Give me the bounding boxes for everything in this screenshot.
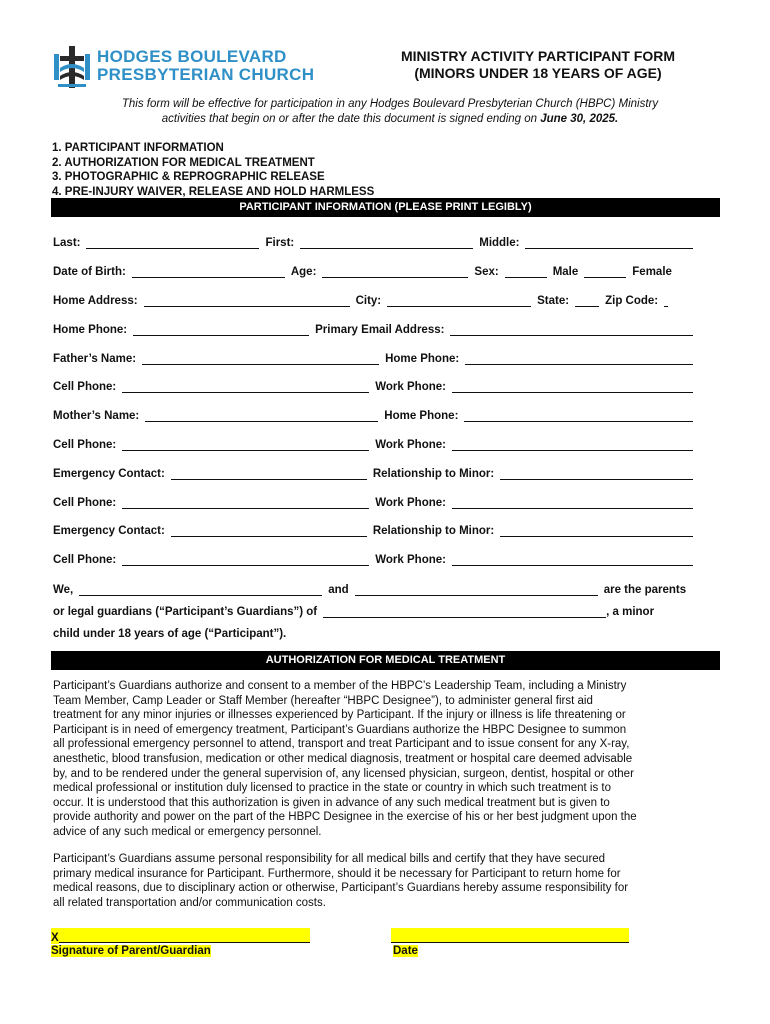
father-home-phone-field[interactable]	[465, 352, 693, 365]
paragraph-line: treatment for any minor injuries or illnesses experienced by Participant. If the injury or illness is life threatening or	[53, 709, 626, 722]
toc-item: 3. PHOTOGRAPHIC & REPROGRAPHIC RELEASE	[52, 171, 325, 183]
female-label: Female	[632, 266, 672, 278]
father-work-phone-field[interactable]	[452, 380, 693, 393]
city-field[interactable]	[387, 294, 531, 307]
relationship-2-field[interactable]	[500, 524, 693, 537]
emergency-contact-1-field[interactable]	[171, 467, 367, 480]
emergency-contact-2-row	[53, 521, 693, 537]
email-field[interactable]	[450, 323, 693, 336]
paragraph-line: Participant’s Guardians assume personal responsibility for all medical bills and certify that they have secured	[53, 853, 606, 865]
guardian-2-name-field[interactable]	[355, 583, 598, 596]
address-row	[53, 291, 693, 307]
child-label: child under 18 years of age (“Participant”).	[53, 628, 287, 640]
emergency-phone-1-row	[53, 493, 693, 509]
medical-paragraph-1	[53, 679, 693, 840]
work-phone-label: Work Phone:	[375, 497, 446, 509]
sex-label: Sex:	[474, 266, 499, 278]
participant-name-field[interactable]	[323, 605, 606, 618]
father-row	[53, 349, 693, 365]
emergency-1-work-phone-field[interactable]	[452, 496, 693, 509]
contact-row	[53, 320, 693, 336]
paragraph-line: by, and to be rendered under the general supervision of, any licensed physician, surgeon, dentist, hospital or other	[53, 767, 634, 780]
middle-label: Middle:	[479, 237, 520, 249]
father-home-phone-label: Home Phone:	[385, 353, 460, 365]
mother-home-phone-label: Home Phone:	[384, 410, 459, 422]
presbyterian-cross-logo-icon	[52, 46, 92, 88]
email-label: Primary Email Address:	[315, 324, 445, 336]
intro-line2	[70, 112, 710, 127]
guardians-label: or legal guardians (“Participant’s Guardians”) of	[53, 606, 318, 618]
home-phone-label: Home Phone:	[53, 324, 128, 336]
mother-name-label: Mother’s Name:	[53, 410, 140, 422]
last-label: Last:	[53, 237, 81, 249]
paragraph-line: medical professional or institution duly licensed to practice in the state or country in which such treatment is to	[53, 782, 612, 795]
paragraph-line: Team Member, Camp Leader or Staff Member (hereafter “HBPC Designee”), to administer general first aid	[53, 694, 593, 707]
dob-field[interactable]	[132, 265, 285, 278]
paragraph-line: all related transportation and/or communication costs.	[53, 896, 326, 909]
relationship-label: Relationship to Minor:	[372, 525, 495, 537]
emergency-2-work-phone-field[interactable]	[452, 553, 693, 566]
home-address-field[interactable]	[144, 294, 350, 307]
first-name-field[interactable]	[300, 236, 473, 249]
we-label: We,	[53, 584, 74, 596]
emergency-contact-2-field[interactable]	[171, 524, 367, 537]
paragraph-line: primary medical insurance for Participant. Furthermore, should it be necessary for Participant to return home for	[53, 867, 621, 880]
form-title-line1: MINISTRY ACTIVITY PARTICIPANT FORM	[400, 48, 676, 64]
mother-cell-phone-field[interactable]	[122, 438, 369, 451]
minor-label: , a minor	[606, 606, 655, 618]
intro-line1: This form will be effective for participation in any Hodges Boulevard Presbyterian Church (HBPC) Ministry	[121, 98, 659, 110]
cell-phone-label: Cell Phone:	[53, 381, 117, 393]
relationship-label: Relationship to Minor:	[372, 468, 495, 480]
section-header-medical-authorization: AUTHORIZATION FOR MEDICAL TREATMENT	[51, 651, 720, 670]
mother-home-phone-field[interactable]	[464, 409, 693, 422]
emergency-contact-1-row	[53, 464, 693, 480]
first-label: First:	[265, 237, 295, 249]
state-field[interactable]	[575, 294, 599, 307]
sex-male-field[interactable]	[505, 265, 547, 278]
mother-work-phone-field[interactable]	[452, 438, 693, 451]
work-phone-label: Work Phone:	[375, 554, 446, 566]
emergency-1-cell-phone-field[interactable]	[122, 496, 369, 509]
father-name-label: Father’s Name:	[53, 353, 137, 365]
cell-phone-label: Cell Phone:	[53, 439, 117, 451]
emergency-contact-label: Emergency Contact:	[53, 468, 165, 480]
toc-item: 4. PRE-INJURY WAIVER, RELEASE AND HOLD HARMLESS	[52, 185, 375, 198]
state-label: State:	[537, 295, 570, 307]
guardians-row-2	[53, 602, 693, 618]
church-name	[97, 48, 314, 84]
dob-label: Date of Birth:	[53, 266, 126, 278]
section-header-participant-info: PARTICIPANT INFORMATION (PLEASE PRINT LEGIBLY)	[51, 198, 720, 217]
age-field[interactable]	[322, 265, 468, 278]
guardians-row-3	[53, 624, 693, 640]
sex-female-field[interactable]	[584, 265, 626, 278]
paragraph-line: Participant’s Guardians authorize and consent to a member of the HBPC’s Leadership Team, including a Ministry	[53, 680, 627, 692]
paragraph-line: advice of any such medical or emergency personnel.	[53, 825, 322, 838]
cell-phone-label: Cell Phone:	[53, 497, 117, 509]
home-phone-field[interactable]	[133, 323, 309, 336]
medical-paragraph-2	[53, 852, 693, 910]
intro-line2-text: activities that begin on or after the date this document is signed ending on	[161, 112, 541, 125]
form-title-line2: (MINORS UNDER 18 YEARS OF AGE)	[414, 65, 662, 81]
mother-phone-row	[53, 435, 693, 451]
paragraph-line: provide authority and power on the part of the HBPC Designee in the exercise of his or her best judgment upon the	[53, 811, 637, 824]
church-name-line2: PRESBYTERIAN CHURCH	[97, 65, 315, 84]
dob-row	[53, 262, 693, 278]
date-field[interactable]	[391, 928, 629, 943]
work-phone-label: Work Phone:	[375, 381, 446, 393]
table-of-contents	[52, 141, 374, 199]
work-phone-label: Work Phone:	[375, 439, 446, 451]
zip-field[interactable]	[664, 294, 668, 307]
intro-text	[70, 97, 710, 126]
toc-item: 1. PARTICIPANT INFORMATION	[52, 142, 224, 154]
guardians-row	[53, 580, 693, 596]
paragraph-line: anesthetic, blood transfusion, medication or other medical diagnosis, treatment or hospital care deemed advisable	[53, 752, 633, 765]
zip-label: Zip Code:	[605, 295, 659, 307]
father-phone-row	[53, 377, 693, 393]
age-label: Age:	[290, 266, 317, 278]
date-label: Date	[393, 945, 418, 957]
emergency-2-cell-phone-field[interactable]	[122, 553, 369, 566]
church-name-line1: HODGES BOULEVARD	[97, 47, 287, 66]
signature-field[interactable]	[51, 928, 310, 943]
form-title	[380, 48, 696, 82]
father-cell-phone-field[interactable]	[122, 380, 369, 393]
parents-label: are the parents	[603, 584, 687, 596]
paragraph-line: medical reasons, due to disciplinary action or otherwise, Participant’s Guardians hereby assume responsibility for	[53, 882, 629, 895]
city-label: City:	[355, 295, 382, 307]
father-name-field[interactable]	[142, 352, 379, 365]
last-name-field[interactable]	[86, 236, 259, 249]
emergency-phone-2-row	[53, 550, 693, 566]
paragraph-line: Participant is in need of emergency treatment, Participant’s Guardians authorize the HBPC Designee to summon	[53, 723, 627, 736]
name-row	[53, 233, 693, 249]
intro-end-date: June 30, 2025.	[540, 112, 619, 125]
guardian-1-name-field[interactable]	[79, 583, 322, 596]
male-label: Male	[552, 266, 579, 278]
emergency-contact-label: Emergency Contact:	[53, 525, 165, 537]
toc-item: 2. AUTHORIZATION FOR MEDICAL TREATMENT	[52, 156, 315, 169]
home-address-label: Home Address:	[53, 295, 138, 307]
relationship-1-field[interactable]	[500, 467, 693, 480]
and-label: and	[328, 584, 349, 596]
mother-row	[53, 406, 693, 422]
mother-name-field[interactable]	[145, 409, 378, 422]
signature-x-mark: X	[51, 932, 59, 944]
cell-phone-label: Cell Phone:	[53, 554, 117, 566]
signature-label: Signature of Parent/Guardian	[51, 945, 211, 957]
paragraph-line: all professional emergency personnel to attend, transport and treat Participant and to issue consent for any X-ray,	[53, 738, 630, 751]
middle-name-field[interactable]	[525, 236, 693, 249]
paragraph-line: occur. It is understood that this authorization is given in advance of any such medical treatment but is given to	[53, 796, 610, 809]
